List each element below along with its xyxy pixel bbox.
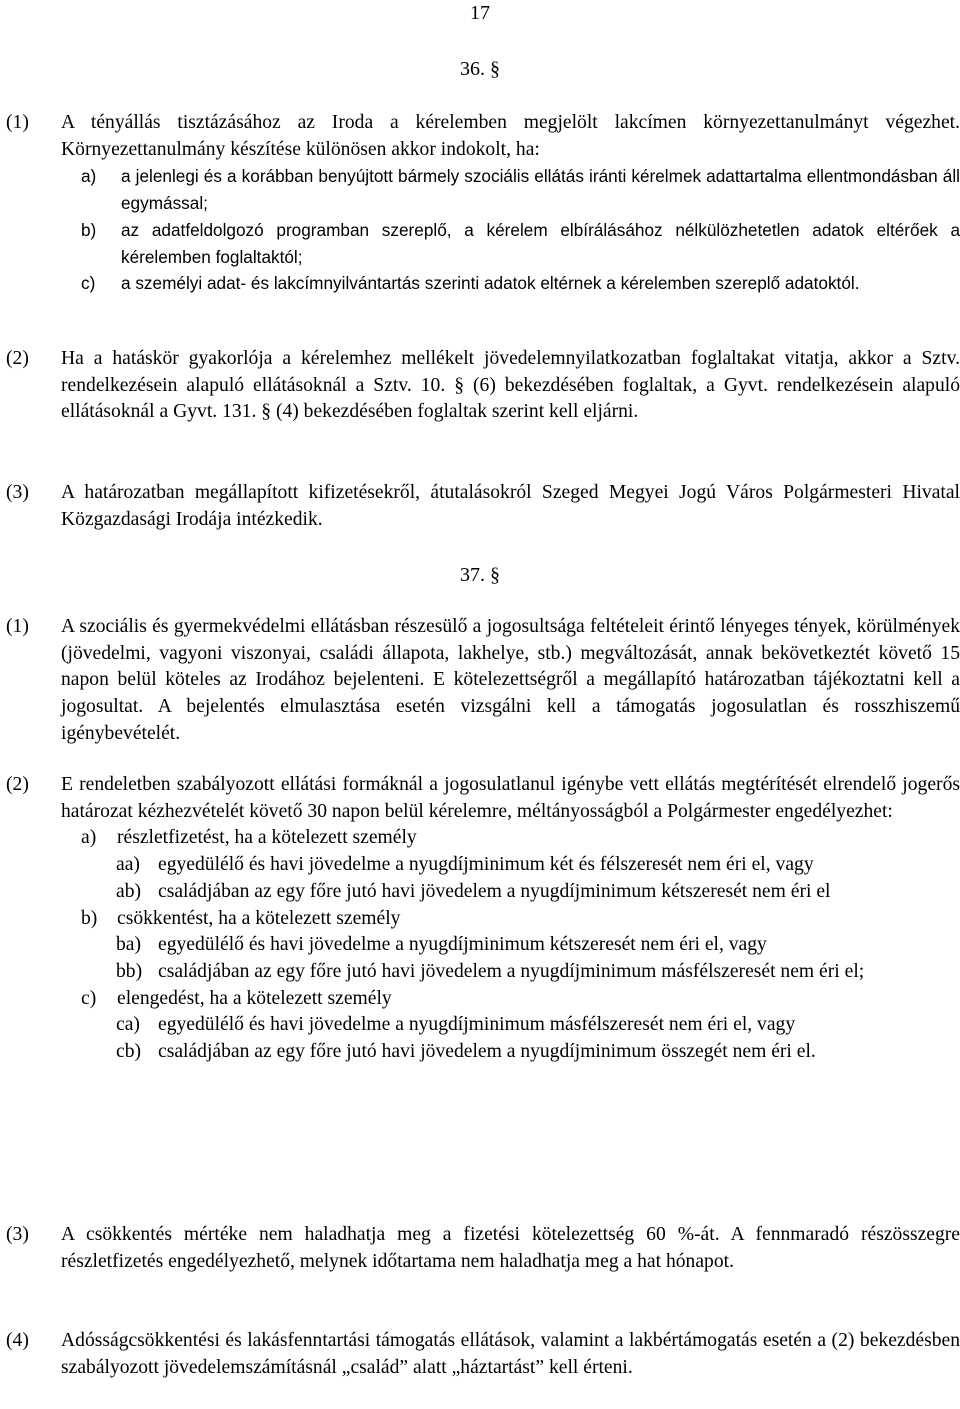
s36-paragraph-3 <box>0 480 960 533</box>
list-item-cb <box>116 1039 960 1066</box>
list-item-bb <box>116 959 960 986</box>
paragraph-text: A szociális és gyermekvédelmi ellátásban részesülő a jogosultsága feltételeit érintő lényeges tények, körülmények (jövedelmi, vagyoni viszonyai, családi állapota, lakhelye, stb.) megváltozását, annak bekövetkeztét követő 15 napon belül köteles az Irodához bejelenteni. E kötelezettségről a megállapító határozatban tájékoztatni kell a jogosultat. A bejelentés elmulasztása esetén vizsgálni kell a támogatás jogosulatlan és rosszhiszemű igénybevételét. <box>61 616 960 744</box>
list-item-text: egyedülélő és havi jövedelme a nyugdíjminimum két és félszeresét nem éri el, vagy <box>158 854 814 876</box>
list-item-label: a) <box>81 827 97 849</box>
list-item-ba <box>116 932 960 959</box>
paragraph-text: Adósságcsökkentési és lakásfenntartási támogatás ellátások, valamint a lakbértámogatás esetén a (2) bekezdésben szabályozott jövedelemszámításnál „család” alatt „háztartást” kell érteni. <box>61 1330 960 1378</box>
s36-paragraph-2 <box>0 346 960 426</box>
paragraph-number: (3) <box>6 1224 29 1245</box>
list-item-label: cb) <box>116 1041 142 1063</box>
list-item-text: a jelenlegi és a korábban benyújtott bármely szociális ellátás iránti kérelmek adattartalma ellentmondásban áll egymással; <box>121 166 960 214</box>
list-item-text: elengedést, ha a kötelezett személy <box>117 987 392 1009</box>
list-item-text: egyedülélő és havi jövedelme a nyugdíjminimum kétszeresét nem éri el, vagy <box>158 934 767 956</box>
list-item-text: részletfizetést, ha a kötelezett személy <box>117 827 417 849</box>
paragraph-number: (3) <box>6 482 29 503</box>
s37-paragraph-3 <box>0 1222 960 1275</box>
s37-paragraph-2 <box>0 772 960 1066</box>
list-item-c <box>81 986 960 1013</box>
page-number: 17 <box>470 2 490 24</box>
list-item-label: c) <box>81 273 96 294</box>
paragraph-number: (1) <box>6 112 29 133</box>
paragraph-number: (2) <box>6 774 29 795</box>
s37-paragraph-1 <box>0 614 960 748</box>
paragraph-number: (1) <box>6 616 29 637</box>
paragraph-intro: A tényállás tisztázásához az Iroda a kérelemben megjelölt lakcímen környezettanulmányt végezhet. Környezettanulmány készítése különösen akkor indokolt, ha: <box>61 112 960 160</box>
list-item-a <box>81 825 960 852</box>
paragraph-intro: E rendeletben szabályozott ellátási formáknál a jogosulatlanul igénybe vett ellátás megtérítését elrendelő jogerős határozat kézhezvételét követő 30 napon belül kérelemre, méltányosságból a Polgármester engedélyezhet: <box>61 774 960 822</box>
list-item-b <box>81 906 960 933</box>
s36-p1-list <box>81 163 960 297</box>
list-item-aa <box>116 852 960 879</box>
list-item-text: csökkentést, ha a kötelezett személy <box>117 907 401 929</box>
list-item-ab <box>116 879 960 906</box>
s36-paragraph-1 <box>0 110 960 297</box>
list-item-label: b) <box>81 219 97 240</box>
list-item-label: ab) <box>116 880 142 902</box>
list-item-c <box>81 270 960 297</box>
list-item-label: b) <box>81 907 98 929</box>
list-item-a <box>81 163 960 216</box>
paragraph-number: (4) <box>6 1330 29 1351</box>
list-item-label: ba) <box>116 934 142 956</box>
list-item-label: a) <box>81 166 97 187</box>
list-item-label: ca) <box>116 1014 140 1036</box>
paragraph-text: Ha a hatáskör gyakorlója a kérelemhez mellékelt jövedelemnyilatkozatban foglaltakat vitatja, akkor a Sztv. rendelkezésein alapuló ellátásoknál a Sztv. 10. § (6) bekezdésében foglaltak, a Gyvt. rendelkezésein alapuló ellátásoknál a Gyvt. 131. § (4) bekezdésében foglaltak szerint kell eljárni. <box>61 348 960 423</box>
list-item-ca <box>116 1012 960 1039</box>
list-item-label: aa) <box>116 854 140 876</box>
list-item-text: családjában az egy főre jutó havi jövedelem a nyugdíjminimum másfélszeresét nem éri el; <box>158 960 865 982</box>
paragraph-text: A határozatban megállapított kifizetésekről, átutalásokról Szeged Megyei Jogú Város Polgármesteri Hivatal Közgazdasági Irodája intézkedik. <box>61 482 960 530</box>
list-item-text: a személyi adat- és lakcímnyilvántartás szerinti adatok eltérnek a kérelemben szereplő adatoktól. <box>121 273 860 294</box>
paragraph-number: (2) <box>6 348 29 369</box>
section-title-37: 37. § <box>460 564 500 586</box>
list-item-text: családjában az egy főre jutó havi jövedelem a nyugdíjminimum kétszeresét nem éri el <box>158 880 831 902</box>
list-item-b <box>81 217 960 270</box>
s37-paragraph-4 <box>0 1328 960 1381</box>
section-title-36: 36. § <box>460 58 500 80</box>
list-item-text: egyedülélő és havi jövedelme a nyugdíjminimum másfélszeresét nem éri el, vagy <box>158 1014 796 1036</box>
list-item-label: c) <box>81 987 97 1009</box>
list-item-text: családjában az egy főre jutó havi jövedelem a nyugdíjminimum összegét nem éri el. <box>158 1041 816 1063</box>
list-item-label: bb) <box>116 960 143 982</box>
paragraph-text: A csökkentés mértéke nem haladhatja meg a fizetési kötelezettség 60 %-át. A fennmaradó részösszegre részletfizetés engedélyezhető, melynek időtartama nem haladhatja meg a hat hónapot. <box>61 1224 960 1272</box>
list-item-text: az adatfeldolgozó programban szereplő, a kérelem elbírálásához nélkülözhetetlen adatok eltérőek a kérelemben foglaltaktól; <box>121 219 960 267</box>
